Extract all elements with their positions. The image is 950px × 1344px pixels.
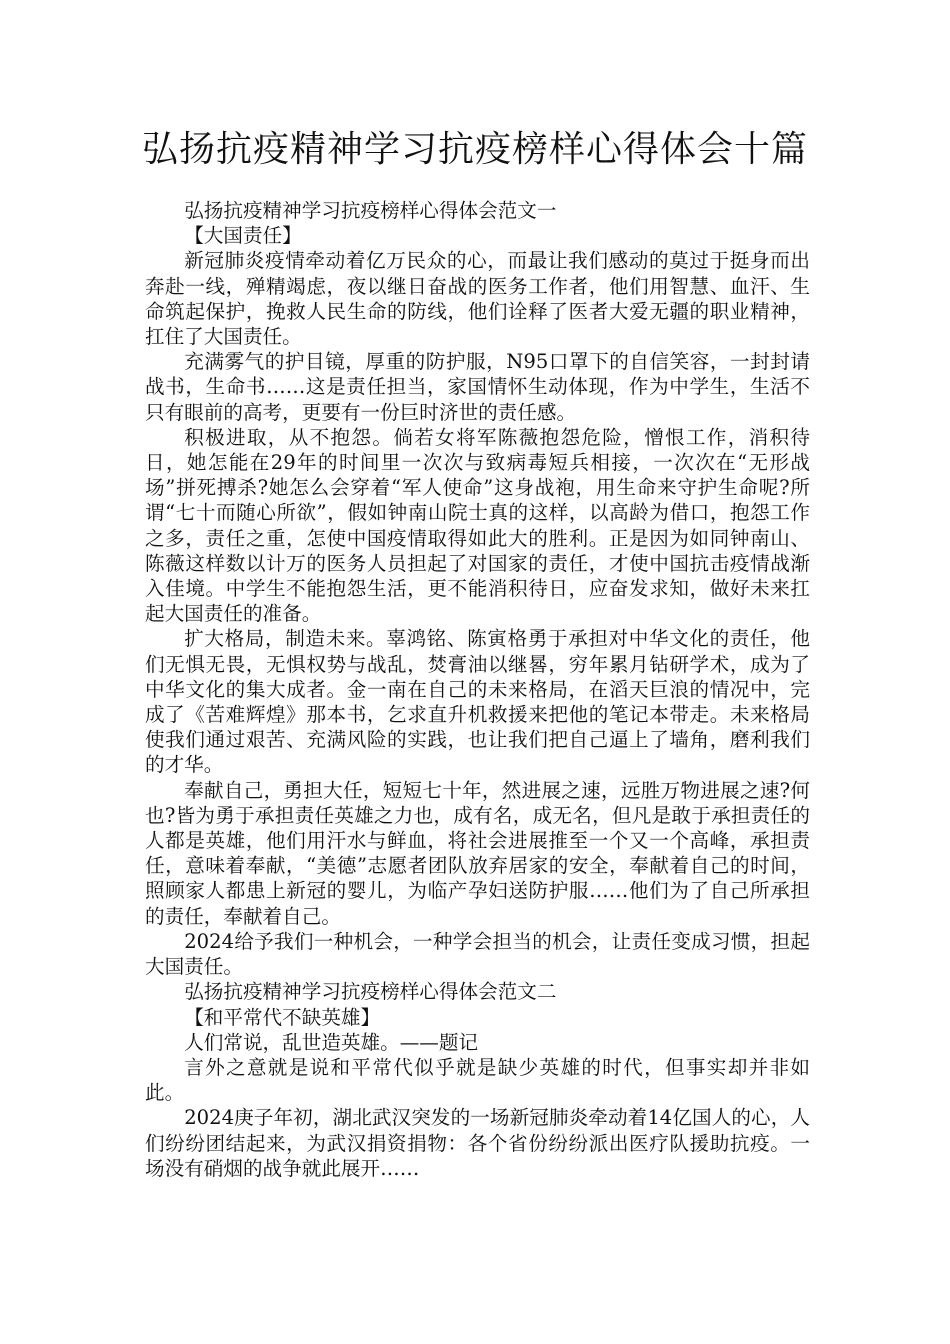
section-heading-essay-two: 弘扬抗疫精神学习抗疫榜样心得体会范文二	[184, 980, 557, 1004]
paragraph: 新冠肺炎疫情牵动着亿万民众的心，而最让我们感动的莫过于挺身而出奔赴一线，殚精竭虑，夜以继日奋战的医务工作者，他们用智慧、血汗、生命筑起保护，挽救人民生命的防线，他们诠释了医者大爱无疆的职业精神，扛住了大国责任。	[145, 249, 810, 349]
paragraph: 2024给予我们一种机会，一种学会担当的机会，让责任变成习惯，担起大国责任。	[145, 929, 810, 979]
section-heading-essay-one: 弘扬抗疫精神学习抗疫榜样心得体会范文一	[184, 199, 557, 222]
document-body	[145, 198, 810, 1181]
subtitle-great-power-responsibility: 【大国责任】	[184, 224, 302, 248]
paragraph: 充满雾气的护目镜，厚重的防护服，N95口罩下的自信笑容，一封封请战书，生命书……这是责任担当，家国情怀生动体现，作为中学生，生活不只有眼前的高考，更要有一份巨时济世的责任感。	[145, 350, 810, 424]
paragraph: 奉献自己，勇担大任，短短七十年，然进展之速，远胜万物进展之速?何也?皆为勇于承担责任英雄之力也，成有名，成无名，但凡是敢于承担责任的人都是英雄，他们用汗水与鲜血，将社会进展推至一个又一个高峰，承担责任，意味着奉献，“美德”志愿者团队放弃居家的安全，奉献着自己的时间，照顾家人都患上新冠的婴儿，为临产孕妇送防护服……他们为了自己所承担的责任，奉献着自己。	[145, 778, 810, 928]
paragraph: 2024庚子年初，湖北武汉突发的一场新冠肺炎牵动着14亿国人的心，人们纷纷团结起来，为武汉捐资捐物：各个省份纷纷派出医疗队援助抗疫。一场没有硝烟的战争就此展开……	[145, 1106, 810, 1180]
paragraph: 扩大格局，制造未来。辜鸿铭、陈寅格勇于承担对中华文化的责任，他们无惧无畏，无惧权势与战乱，焚膏油以继晷，穷年累月钻研学术，成为了中华文化的集大成者。金一南在自己的未来格局，在滔天巨浪的情况中，完成了《苦难辉煌》那本书，乞求直升机救援来把他的笔记本带走。未来格局使我们通过艰苦、充满风险的实践，也让我们把自己逼上了墙角，磨利我们的才华。	[145, 627, 810, 777]
paragraph: 积极进取，从不抱怨。倘若女将军陈薇抱怨危险，憎恨工作，消积待日，她怎能在29年的时间里一次次与致病毒短兵相接，一次次在“无形战场”拼死搏杀?她怎么会穿着“军人使命”这身战袍，用生命来守护生命呢?所谓“七十而随心所欲”，假如钟南山院士真的这样，以高龄为借口，抱怨工作之多，责任之重，怎使中国疫情取得如此大的胜利。正是因为如同钟南山、陈薇这样数以计万的医务人员担起了对国家的责任，才使中国抗击疫情战渐入佳境。中学生不能抱怨生活，更不能消积待日，应奋发求知，做好未来扛起大国责任的准备。	[145, 425, 810, 626]
epigraph: 人们常说，乱世造英雄。——题记	[184, 1030, 479, 1054]
document-title: 弘扬抗疫精神学习抗疫榜样心得体会十篇	[141, 129, 808, 170]
subtitle-heroes-in-peacetime: 【和平常代不缺英雄】	[184, 1005, 381, 1029]
paragraph: 言外之意就是说和平常代似乎就是缺少英雄的时代，但事实却并非如此。	[145, 1055, 810, 1105]
